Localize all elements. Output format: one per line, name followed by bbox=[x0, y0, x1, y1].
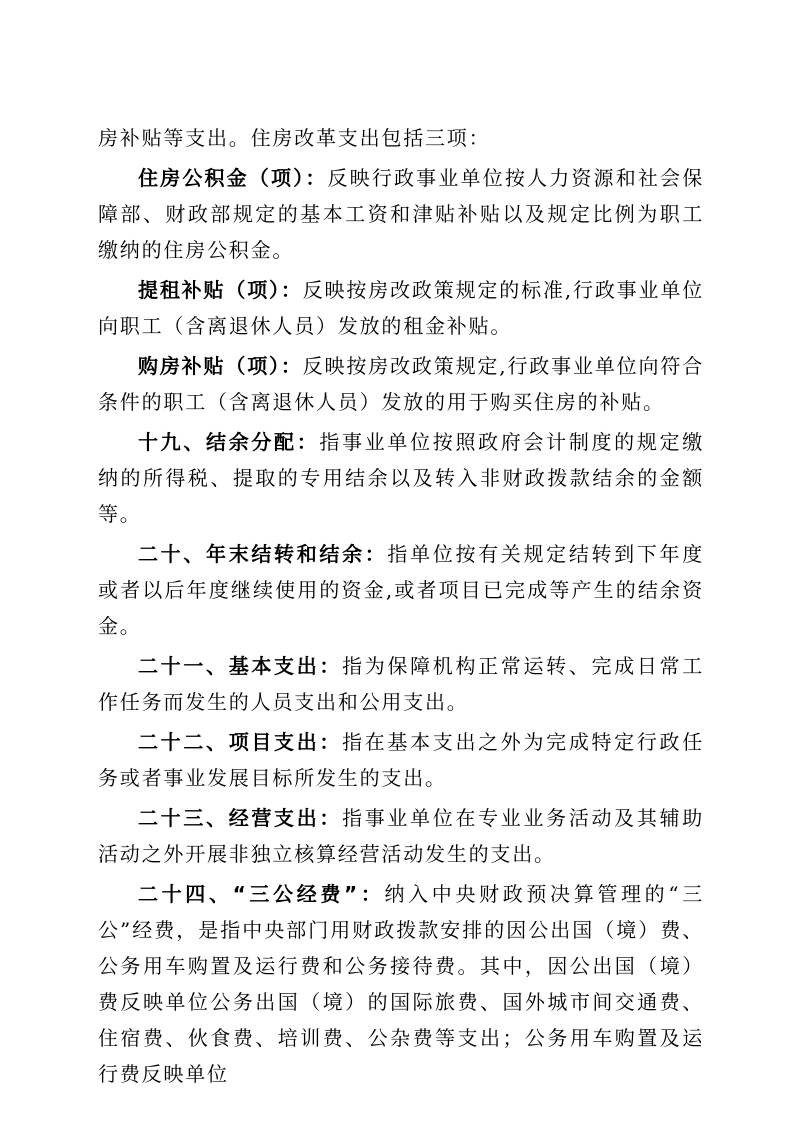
paragraph-surplus-distribution bbox=[98, 424, 704, 532]
paragraph-rent-subsidy bbox=[98, 272, 704, 344]
paragraph-text: 指在基本支出之外为完成特定行政任务或者事业发展目标所发生的支出。 bbox=[98, 730, 704, 790]
paragraph-text: 指事业单位在专业业务活动及其辅助活动之外开展非独立核算经营活动发生的支出。 bbox=[98, 806, 704, 866]
paragraph-basic-expenditure bbox=[98, 648, 704, 720]
paragraph-text: 指事业单位按照政府会计制度的规定缴纳的所得税、提取的专用结余以及转入非财政拨款结余的金额等。 bbox=[98, 430, 704, 526]
paragraph-text: 房补贴等支出。住房改革支出包括三项： bbox=[98, 126, 491, 150]
paragraph-text: 反映按房改政策规定的标准,行政事业单位向职工（含离退休人员）发放的租金补贴。 bbox=[98, 278, 704, 338]
paragraph-text: 纳入中央财政预决算管理的“三公”经费，是指中央部门用财政拨款安排的因公出国（境）费、公务用车购置及运行费和公务接待费。其中，因公出国（境）费反映单位公务出国（境）的国际旅费、国外城市间交通费、住宿费、伙食费、培训费、公杂费等支出；公务用车购置及运行费反映单位 bbox=[98, 882, 704, 1086]
paragraph-term: 二十四、“三公经费”： bbox=[138, 882, 385, 906]
paragraph-term: 二十三、经营支出： bbox=[138, 806, 343, 830]
paragraph-project-expenditure bbox=[98, 724, 704, 796]
paragraph-three-public-expenses bbox=[98, 876, 704, 1092]
paragraph-term: 二十、年末结转和结余： bbox=[138, 542, 388, 566]
paragraph-housing-provident-fund bbox=[98, 160, 704, 268]
paragraph-term: 二十二、项目支出： bbox=[138, 730, 343, 754]
paragraph-text: 反映行政事业单位按人力资源和社会保障部、财政部规定的基本工资和津贴补贴以及规定比例为职工缴纳的住房公积金。 bbox=[98, 166, 704, 262]
paragraph-text: 指单位按有关规定结转到下年度或者以后年度继续使用的资金,或者项目已完成等产生的结余资金。 bbox=[98, 542, 704, 638]
paragraph-term: 十九、结余分配： bbox=[138, 430, 320, 454]
document-body bbox=[98, 120, 704, 1096]
paragraph-purchase-subsidy bbox=[98, 348, 704, 420]
paragraph-operating-expenditure bbox=[98, 800, 704, 872]
paragraph-term: 住房公积金（项）： bbox=[138, 166, 328, 190]
paragraph-housing-reform-intro bbox=[98, 120, 704, 156]
paragraph-term: 购房补贴（项）： bbox=[138, 354, 303, 378]
paragraph-term: 二十一、基本支出： bbox=[138, 654, 343, 678]
paragraph-term: 提租补贴（项）： bbox=[138, 278, 303, 302]
paragraph-text: 指为保障机构正常运转、完成日常工作任务而发生的人员支出和公用支出。 bbox=[98, 654, 704, 714]
paragraph-year-end-carryover bbox=[98, 536, 704, 644]
paragraph-text: 反映按房改政策规定,行政事业单位向符合条件的职工（含离退休人员）发放的用于购买住房的补贴。 bbox=[98, 354, 704, 414]
